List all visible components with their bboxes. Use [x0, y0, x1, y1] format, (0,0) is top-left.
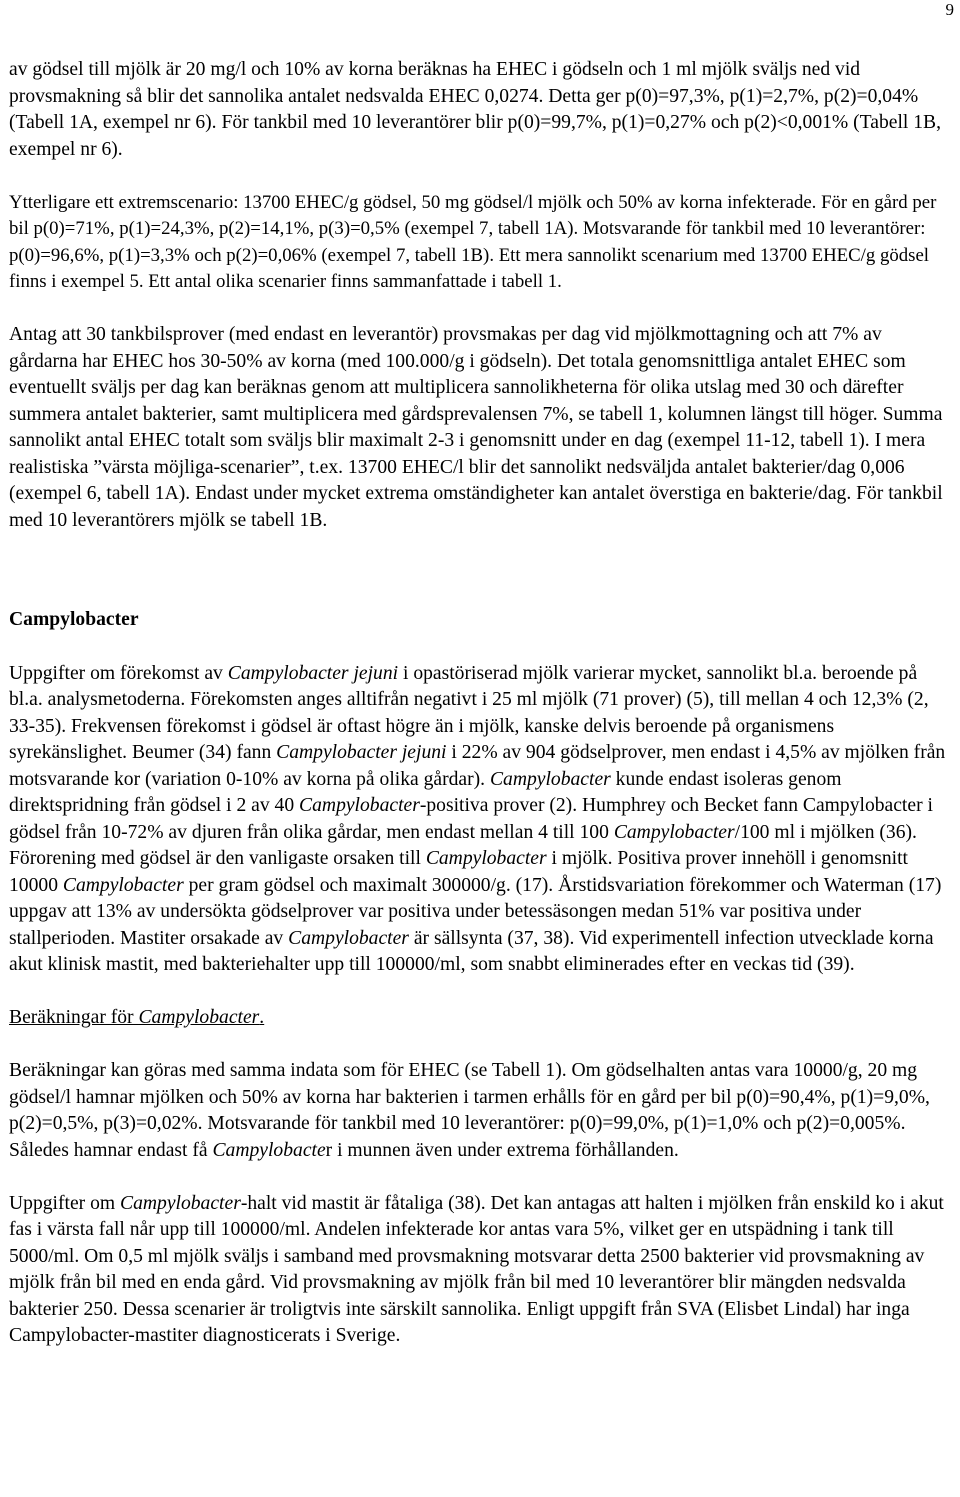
section-heading-campylobacter: Campylobacter: [9, 609, 139, 630]
page-number: 9: [945, 0, 954, 19]
text-run: r i munnen även under extrema förhållanden.: [325, 1139, 679, 1161]
paragraph-campylobacter-occurrence: [9, 661, 955, 979]
species-name: Campylobacter: [120, 1192, 241, 1214]
text-run: i 22% av 904 gödselprover, men endast i 4,5% av mjölken från motsvarande kor (variation 0-10% av korna på olika gårdar).: [9, 742, 946, 790]
text-run: per gram gödsel och maximalt 300000/g. (17). Årstidsvariation förekommer och Waterman (17) uppgav att 13% av undersökta gödselprover var positiva under betessäsongen medan 51% var positiva under stallperioden. Mastiter orsakade av: [9, 874, 942, 949]
text-run: i opastöriserad mjölk varierar mycket, sannolikt bl.a. beroende på bl.a. analysmetoderna. Förekomsten anges alltifrån negativt i 25 ml mjölk (71 prover) (5), till mellan 4 och 12,3% (2, 33-35). Frekvensen förekomst i gödsel är oftast högre än i mjölk, kanske delvis beroende på organismens syrekänslighet. Beumer (34) fann: [9, 662, 929, 763]
paragraph-ehec-calculation: av gödsel till mjölk är 20 mg/l och 10% av korna beräknas ha EHEC i gödseln och 1 ml mjölk sväljs ned vid provsmakning så blir det sannolika antalet nedsvalda EHEC 0,0274. Detta ger p(0)=97,3%, p(1)=2,7%, p(2)=0,04% (Tabell 1A, exempel nr 6). För tankbil med 10 leverantörer blir p(0)=99,7%, p(1)=0,27% och p(2)<0,001% (Tabell 1B, exempel nr 6).: [9, 59, 942, 160]
species-name: Campylobacter: [299, 795, 420, 816]
paragraph-campylobacter-calculation: [9, 1058, 955, 1164]
document-body: [9, 57, 955, 1350]
text-run: Beräkningar för: [9, 1007, 139, 1028]
species-name: Campylobacter: [138, 1007, 260, 1028]
species-name: Campylobacter: [62, 874, 184, 896]
species-name: Campylobacter: [425, 848, 547, 869]
text-run: är sällsynta (37, 38). Vid experimentell infection utvecklade korna akut klinisk mastit, med bakteriehalter upp till 100000/ml, som snabbt eliminerades efter en veckas tid (39).: [9, 927, 934, 975]
text-run: -halt vid mastit är fåtaliga (38). Det kan antagas att halten i mjölken från enskild ko i akut fas i värsta fall når upp till 100000/ml. Andelen infekterade kor antas vara 5%, vilket ger en utspädning i tank till 5000/ml. Om 0,5 ml mjölk sväljs i samband med provsmakning motsvarar detta 2500 bakterier vid provsmakning av mjölk från bil med en enda gård. Vid provsmakning av mjölk från bil med 10 leverantörer blir mängden nedsvalda bakterier 250. Dessa scenarier är troligtvis inte särskilt sannolika. Enligt uppgift från SVA (Elisbet Lindal) har inga Campylobacter-mastiter diagnosticerats i Sverige.: [9, 1192, 944, 1346]
species-name: Campylobacter jejuni: [276, 742, 447, 763]
paragraph-tankbil-samples: Antag att 30 tankbilsprover (med endast en leverantör) provsmakas per dag vid mjölkmottagning och att 7% av gårdarna har EHEC hos 30-50% av korna (med 100.000/g i gödseln). Det totala genomsnittliga antalet EHEC som eventuellt sväljs per dag kan beräknas genom att multiplicera sannolikheterna för olika utslag med 30 och därefter summera antalet bakterier, samt multiplicera med gårdsprevalensen 7%, se tabell 1, kolumnen längst till höger. Summa sannolikt antal EHEC totalt som sväljs blir maximalt 2-3 i genomsnitt under en dag (exempel 11-12, tabell 1). I mera realistiska ”värsta möjliga-scenarier”, t.ex. 13700 EHEC/l blir det sannolikt nedsväljda antalet bakterier/dag 0,006 (exempel 6, tabell 1A). Endast under mycket extrema omständigheter kan antalet överstiga en bakterie/dag. För tankbil med 10 leverantörers mjölk se tabell 1B.: [9, 324, 943, 531]
species-name: Campylobacter: [489, 768, 611, 790]
species-name: Campylobacter: [288, 927, 409, 949]
text-run: i mjölk. Positiva prover innehöll i genomsnitt 10000: [9, 848, 908, 896]
text-run: .: [259, 1007, 265, 1028]
paragraph-mastitis: [9, 1191, 955, 1350]
text-run: kunde endast isoleras genom direktspridning från gödsel i 2 av 40: [9, 768, 842, 816]
text-run: Uppgifter om förekomst av: [9, 662, 228, 684]
species-name: Campylobacter jejuni: [227, 662, 399, 684]
text-run: /100 ml i mjölken (36). Förorening med gödsel är den vanligaste orsaken till: [9, 821, 917, 869]
subheading-calculations: [9, 1005, 955, 1032]
species-name: Campylobacte: [212, 1139, 326, 1161]
text-run: Uppgifter om: [9, 1192, 121, 1214]
text-run: Beräkningar kan göras med samma indata som för EHEC (se Tabell 1). Om gödselhalten antas vara 10000/g, 20 mg gödsel/l hamnar mjölken och 50% av korna har bakterien i tarmen erhålls för en gård per bil p(0)=90,4%, p(1)=9,0%, p(2)=0,5%, p(3)=0,02%. Motsvarande för tankbil med 10 leverantörer: p(0)=99,0%, p(1)=1,0% och p(2)=0,005%. Således hamnar endast få: [9, 1060, 930, 1161]
paragraph-extreme-scenario: Ytterligare ett extremscenario: 13700 EHEC/g gödsel, 50 mg gödsel/l mjölk och 50% av korna infekterade. För en gård per bil p(0)=71%, p(1)=24,3%, p(2)=14,1%, p(3)=0,5% (exempel 7, tabell 1A). Motsvarande för tankbil med 10 leverantörer: p(0)=96,6%, p(1)=3,3% och p(2)=0,06% (exempel 7, tabell 1B). Ett mera sannolikt scenarium med 13700 EHEC/g gödsel finns i exempel 5. Ett antal olika scenarier finns sammanfattade i tabell 1.: [9, 191, 937, 292]
text-run: -positiva prover (2). Humphrey och Becket fann Campylobacter i gödsel från 10-72% av djuren från olika gårdar, men endast mellan 4 till 100: [9, 795, 933, 843]
species-name: Campylobacter: [613, 821, 735, 843]
